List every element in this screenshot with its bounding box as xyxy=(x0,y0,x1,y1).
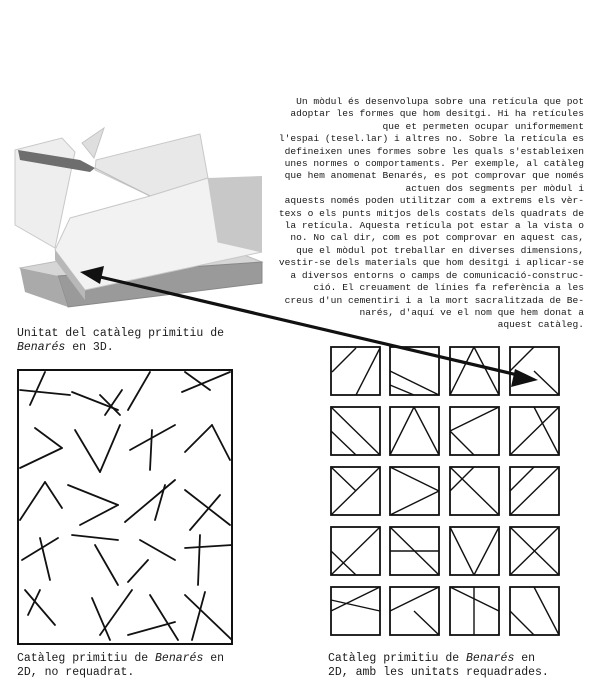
paragraph-line: l'espai (tesel.lar) i altres no. Sobre la retícula es xyxy=(278,133,584,145)
paragraph-line: vestir-se dels materials que hom desitgi i aplicar-se xyxy=(278,257,584,269)
catalog-2d-squared xyxy=(331,347,559,635)
paragraph-line: aquest catàleg. xyxy=(497,319,584,331)
grid-cell xyxy=(331,587,380,635)
grid-cell xyxy=(331,347,380,395)
paragraph-line: defineixen unes formes sobre les quals s'estableixen xyxy=(284,145,584,157)
paragraph-line: la retícula. Aquesta retícula pot estar a la vista o xyxy=(284,220,584,232)
catalog-frame xyxy=(18,370,232,644)
caption-italic: Benarés xyxy=(17,341,66,354)
paragraph-line: adoptar les formes que hom desitgi. Hi ha retícules xyxy=(290,108,584,120)
caption-line: en xyxy=(203,652,225,665)
caption-catalog-2d xyxy=(17,652,224,680)
caption-italic: Benarés xyxy=(155,652,204,665)
grid-cell xyxy=(510,587,559,635)
paragraph-line: actuen dos segments per mòdul i xyxy=(405,182,584,194)
grid-cell xyxy=(390,407,439,455)
unit-3d-model xyxy=(15,128,262,307)
grid-row-3 xyxy=(331,467,559,515)
caption-line: Unitat del catàleg primitiu de xyxy=(17,327,225,340)
paragraph-line: aquests només poden utilitzar com a extrems els vèr- xyxy=(284,195,584,207)
paragraph-line: narés, d'aquí ve el nom que hem donat a xyxy=(359,306,584,318)
grid-row-1 xyxy=(331,347,559,395)
grid-row-5 xyxy=(331,587,559,635)
grid-cell xyxy=(450,347,499,395)
caption-catalog-squared xyxy=(328,652,549,680)
paragraph-line: texs o els punts mitjos dels costats dels quadrats de xyxy=(278,207,584,219)
paragraph-line: ció. El creuament de línies fa referència a les xyxy=(313,282,584,294)
grid-row-4 xyxy=(331,527,559,575)
grid-row-2 xyxy=(331,407,559,455)
catalog-2d-unsquared xyxy=(18,370,232,644)
paragraph-line: a diversos entorns o camps de comunicació-construc- xyxy=(290,269,584,281)
paragraph-line: unes normes o comportaments. Per exemple, al catàleg xyxy=(284,158,584,170)
grid-cell xyxy=(390,467,439,515)
caption-line: 2D, no requadrat. xyxy=(17,666,135,679)
paragraph-line: creus d'un cementiri i a la mort sacralitzada de Be- xyxy=(284,294,584,306)
caption-line: en 3D. xyxy=(65,341,114,354)
tile-wedge xyxy=(82,128,104,158)
caption-line: 2D, amb les unitats requadrades. xyxy=(328,666,549,679)
grid-cell xyxy=(450,407,499,455)
grid-cell xyxy=(450,527,499,575)
description-paragraph xyxy=(258,96,584,332)
caption-italic: Benarés xyxy=(466,652,515,665)
caption-unit-3d xyxy=(17,327,224,355)
segment-lines xyxy=(20,372,232,640)
caption-line: Catàleg primitiu de xyxy=(17,652,156,665)
paragraph-line: que et permeten ocupar uniformement xyxy=(382,120,584,132)
paragraph-line: que el mòdul pot treballar en diverses dimensions, xyxy=(296,244,584,256)
paragraph-line: no. No cal dir, com es pot comprovar en aquest cas, xyxy=(290,232,584,244)
caption-line: en xyxy=(514,652,536,665)
paragraph-line: Un mòdul és desenvolupa sobre una retícula que pot xyxy=(296,96,584,107)
paragraph-line: que hem anomenat Benarés, es pot comprovar que només xyxy=(284,170,584,182)
caption-line: Catàleg primitiu de xyxy=(328,652,467,665)
